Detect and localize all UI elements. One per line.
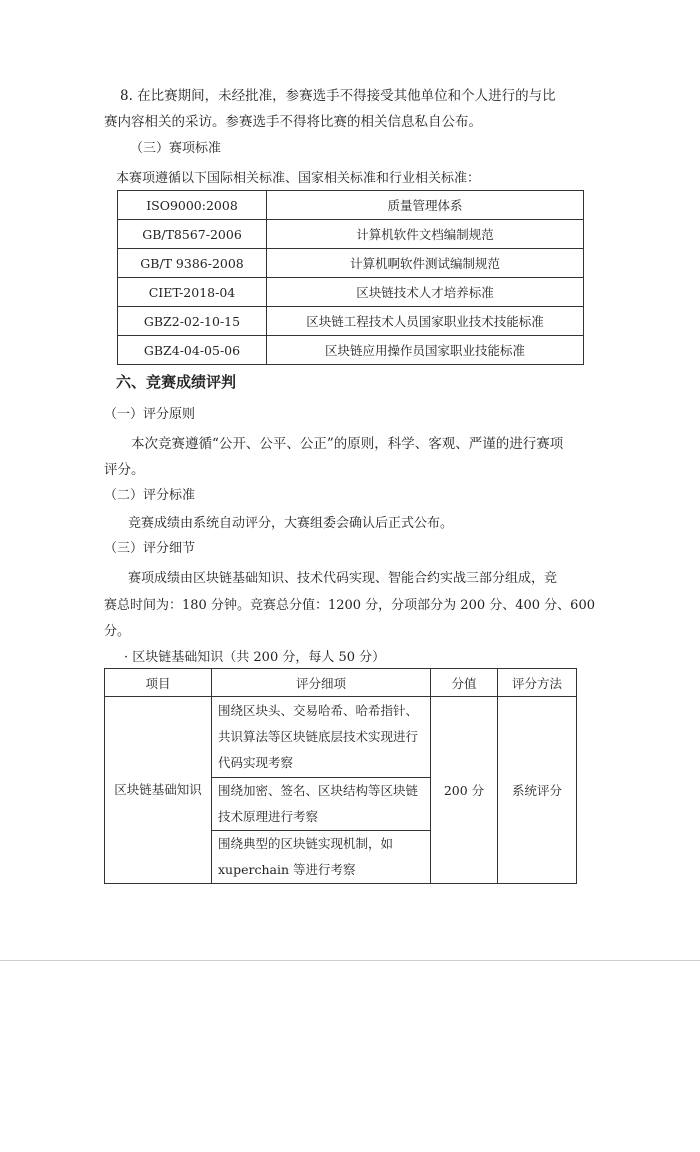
standards-table <box>117 190 584 365</box>
standard-name: 质量管理体系 <box>267 191 584 220</box>
method-cell: 系统评分 <box>498 697 577 884</box>
details-line-2: 赛总时间为：180 分钟。竞赛总分值：1200 分，分项部分为 200 分、400 分、600 <box>104 598 595 613</box>
header-project: 项目 <box>105 669 212 697</box>
standard-name: 计算机软件文档编制规范 <box>267 220 584 249</box>
standard-code: CIET-2018-04 <box>118 278 267 307</box>
header-score: 分值 <box>431 669 498 697</box>
standard-code: GB/T 9386-2008 <box>118 249 267 278</box>
principle-line-2: 评分。 <box>104 462 145 478</box>
subsection-label: · 区块链基础知识（共 200 分，每人 50 分） <box>124 650 386 665</box>
detail-item-1: 围绕区块头、交易哈希、哈希指针、共识算法等区块链底层技术实现进行代码实现考察 <box>212 697 431 778</box>
table-row <box>118 249 584 278</box>
table-row <box>118 278 584 307</box>
standard-code: GBZ2-02-10-15 <box>118 307 267 336</box>
table-row <box>118 336 584 365</box>
table-row <box>105 697 577 778</box>
project-cell: 区块链基础知识 <box>105 697 212 884</box>
chapter-6-title: 六、竞赛成绩评判 <box>116 373 237 391</box>
score-cell: 200 分 <box>431 697 498 884</box>
header-detail: 评分细项 <box>212 669 431 697</box>
details-title: （三）评分细节 <box>104 541 196 556</box>
standards-intro: 本赛项遵循以下国际相关标准、国家相关标准和行业相关标准： <box>116 171 481 186</box>
standard-code: ISO9000:2008 <box>118 191 267 220</box>
table-row <box>118 220 584 249</box>
header-method: 评分方法 <box>498 669 577 697</box>
table-row <box>118 307 584 336</box>
standard-name: 计算机啊软件测试编制规范 <box>267 249 584 278</box>
table-row <box>118 191 584 220</box>
standard-code: GBZ4-04-05-06 <box>118 336 267 365</box>
standard-name: 区块链工程技术人员国家职业技术技能标准 <box>267 307 584 336</box>
detail-item-3: 围绕典型的区块链实现机制，如 xuperchain 等进行考察 <box>212 831 431 884</box>
table-row <box>105 669 577 697</box>
details-line-3: 分。 <box>104 624 131 639</box>
criteria-title: （二）评分标准 <box>104 488 196 503</box>
principle-title: （一）评分原则 <box>104 407 196 422</box>
scoring-table <box>104 668 577 884</box>
item-8-line-1: 8. 在比赛期间，未经批准，参赛选手不得接受其他单位和个人进行的与比 <box>120 88 556 104</box>
page-divider <box>0 960 700 961</box>
standard-code: GB/T8567-2006 <box>118 220 267 249</box>
section-3-title: （三）赛项标准 <box>130 141 222 156</box>
principle-line-1: 本次竞赛遵循“公开、公平、公正”的原则，科学、客观、严谨的进行赛项 <box>131 436 564 452</box>
criteria-text: 竞赛成绩由系统自动评分，大赛组委会确认后正式公布。 <box>128 516 454 531</box>
standard-name: 区块链应用操作员国家职业技能标准 <box>267 336 584 365</box>
detail-item-2: 围绕加密、签名、区块结构等区块链技术原理进行考察 <box>212 778 431 831</box>
item-8-line-2: 赛内容相关的采访。参赛选手不得将比赛的相关信息私自公布。 <box>104 114 482 130</box>
details-line-1: 赛项成绩由区块链基础知识、技术代码实现、智能合约实战三部分组成，竞 <box>128 571 558 586</box>
standard-name: 区块链技术人才培养标准 <box>267 278 584 307</box>
